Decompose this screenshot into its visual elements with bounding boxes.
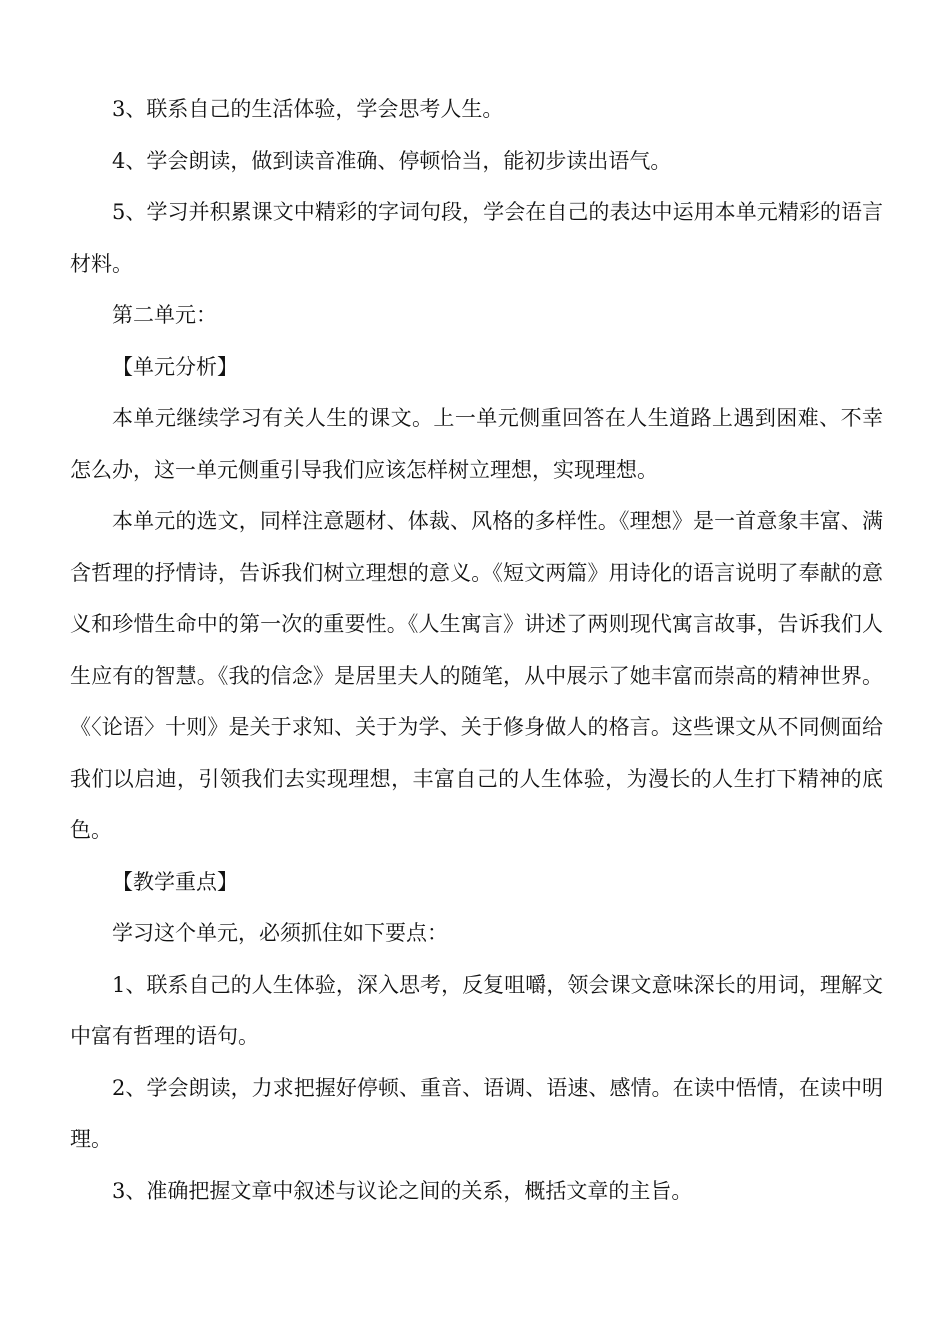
unit-analysis-paragraph-2: 本单元的选文，同样注意题材、体裁、风格的多样性。《理想》是一首意象丰富、满含哲理的抒情诗，告诉我们树立理想的意义。《短文两篇》用诗化的语言说明了奉献的意义和珍惜生命中的第一次的重要性。《人生寓言》讲述了两则现代寓言故事，告诉我们人生应有的智慧。《我的信念》是居里夫人的随笔，从中展示了她丰富而崇高的精神世界。《〈论语〉十则》是关于求知、关于为学、关于修身做人的格言。这些课文从不同侧面给我们以启迪，引领我们去实现理想，丰富自己的人生体验，为漫长的人生打下精神的底色。 xyxy=(70,509,883,842)
focus-point-3: 3、准确把握文章中叙述与议论之间的关系，概括文章的主旨。 xyxy=(112,1178,693,1203)
focus-point-1: 1、联系自己的人生体验，深入思考，反复咀嚼，领会课文意味深长的用词，理解文中富有哲理的语句。 xyxy=(70,972,883,1048)
teaching-focus-heading: 【教学重点】 xyxy=(112,869,238,894)
unit-analysis-heading: 【单元分析】 xyxy=(112,354,238,379)
teaching-focus-intro: 学习这个单元，必须抓住如下要点： xyxy=(112,921,448,945)
document-page xyxy=(70,84,883,1217)
objective-3: 3、联系自己的生活体验，学会思考人生。 xyxy=(112,97,504,121)
focus-point-2: 2、学会朗读，力求把握好停顿、重音、语调、语速、感情。在读中悟情，在读中明理。 xyxy=(70,1075,883,1151)
objective-4: 4、学会朗读，做到读音准确、停顿恰当，能初步读出语气。 xyxy=(112,148,672,173)
unit-two-heading: 第二单元： xyxy=(112,303,217,327)
unit-analysis-paragraph-1: 本单元继续学习有关人生的课文。上一单元侧重回答在人生道路上遇到困难、不幸怎么办，这一单元侧重引导我们应该怎样树立理想，实现理想。 xyxy=(70,406,883,482)
objective-5: 5、学习并积累课文中精彩的字词句段，学会在自己的表达中运用本单元精彩的语言材料。 xyxy=(70,200,883,276)
